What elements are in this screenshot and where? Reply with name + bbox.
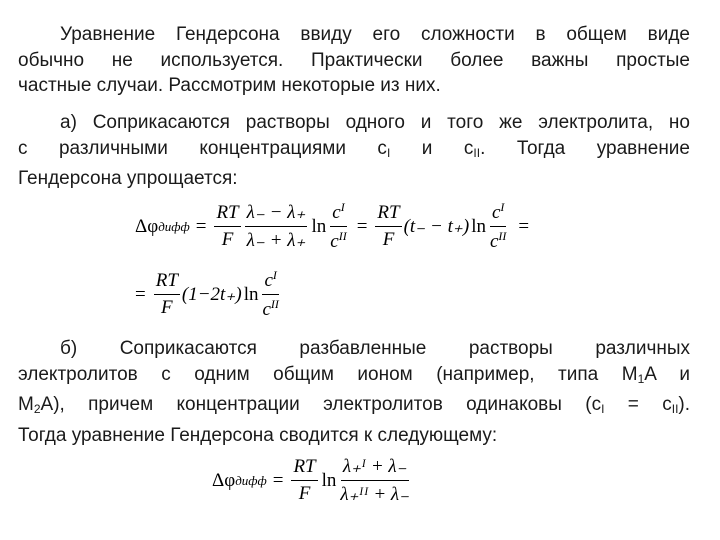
rt-over-f-fraction-4: $\frac{RT}{F}$ — [293, 456, 316, 504]
case-b-paragraph — [18, 336, 690, 448]
lambda-fraction: $\frac{\lambda_- - \lambda_+}{\lambda_- + \lambda_+}$ — [246, 202, 306, 251]
henderson-formula-1: Δφ дифф = $\frac{RT}{F}$ $\frac{\lambda_- - \lambda_+}{\lambda_- + \lambda_+}$ ln $\frac{c^I}{c^{II}}$ = $\frac{RT}{F}$ (t₋ − t₊) ln $\frac{c^I}{c^{II}}$ = — [135, 200, 530, 252]
case-a-line-2: с различными концентрациями $c_I$ и $c_{II}$. Тогда уравнение — [18, 137, 690, 160]
case-a-paragraph — [18, 110, 690, 192]
rt-over-f-fraction: $\frac{RT}{F}$ — [216, 202, 239, 250]
concentration-fraction-3: $\frac{c^I}{c^{II}}$ — [262, 268, 279, 320]
case-b-line-1: б) Соприкасаются разбавленные растворы различных — [60, 338, 690, 359]
intro-line-3: частные случаи. Рассмотрим некоторые из них. — [18, 75, 441, 96]
rt-over-f-fraction-3: $\frac{RT}{F}$ — [155, 270, 178, 318]
case-a-line-1: а) Соприкасаются растворы одного и того же электролита, но — [60, 112, 690, 133]
concentration-fraction: $\frac{c^I}{c^{II}}$ — [330, 200, 347, 252]
case-a-line-3: Гендерсона упрощается: — [18, 168, 238, 189]
lambda-ratio-fraction: $\frac{\text{λ₊ᴵ + λ₋}}{\text{λ₊ᴵᴵ + λ₋}}$ — [340, 456, 410, 505]
concentration-fraction-2: $\frac{c^I}{c^{II}}$ — [489, 200, 507, 252]
case-b-line-4: Тогда уравнение Гендерсона сводится к следующему: — [18, 424, 498, 446]
rt-over-f-fraction-2: $\frac{RT}{F}$ — [377, 202, 400, 250]
case-b-line-3: $M_2A$), причем концентрации электролитов одинаковы $(c_I = c_{II})$. — [18, 394, 691, 416]
intro-line-1: Уравнение Гендерсона ввиду его сложности в общем виде — [60, 24, 690, 45]
henderson-formula-2: = $\frac{RT}{F}$ (1−2t₊) ln $\frac{c^I}{c^{II}}$ — [135, 268, 279, 320]
case-b-line-2: электролитов с одним общим ионом (например, типа $M_1A$ и — [18, 363, 690, 386]
intro-paragraph — [18, 22, 690, 99]
henderson-formula-3: Δφ дифф = $\frac{RT}{F}$ ln $\frac{\text{λ₊ᴵ + λ₋}}{\text{λ₊ᴵᴵ + λ₋}}$ — [212, 456, 410, 505]
intro-line-2: обычно не используется. Практически более важны простые — [18, 49, 690, 71]
